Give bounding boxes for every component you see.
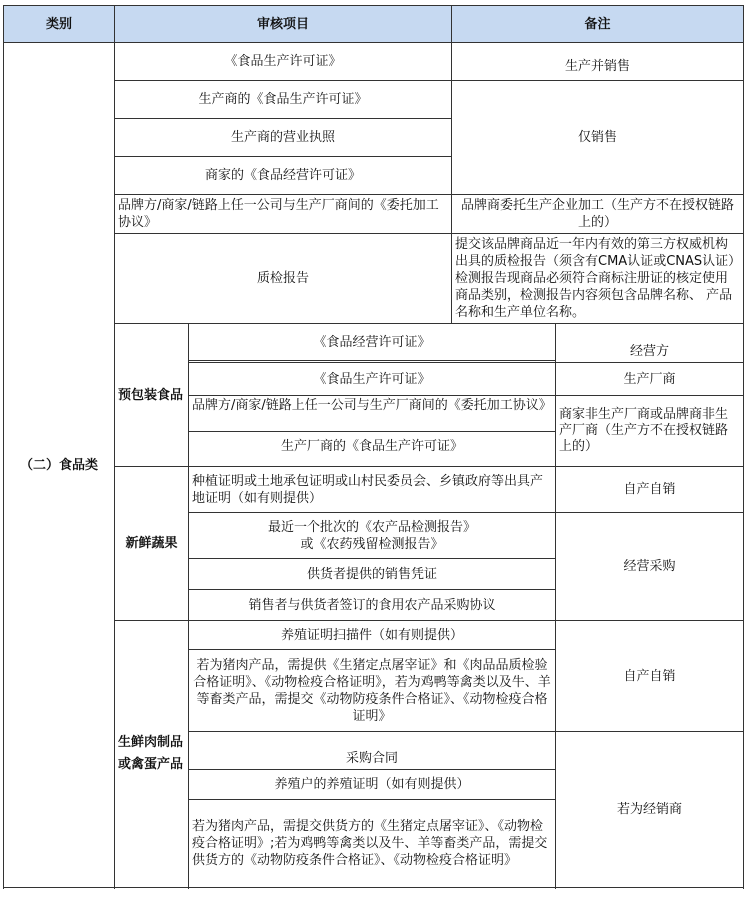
item-cell: 《食品经营许可证》 [189,324,556,361]
item-cell: 品牌方/商家/链路上任一公司与生产厂商间的《委托加工协议》 [189,396,555,432]
note-cell: 若为经销商 [556,732,744,888]
note-cell: 生产厂商 [556,363,744,396]
note-cell: 生产并销售 [452,43,744,81]
table-row [4,195,744,234]
subcategory-prepackaged: 预包装食品 [115,324,189,467]
item-cell: 生产厂商的《食品生产许可证》 [281,439,464,454]
item-cell: 生产商的营业执照 [115,119,452,157]
note-cell: 自产自销 [556,621,744,732]
item-cell: 最近一个批次的《农产品检测报告》 或《农药残留检测报告》 [189,513,556,559]
table-row [4,43,744,81]
item-cell: 养殖证明扫描件（如有则提供） [189,621,556,650]
table-row [4,234,744,324]
header-row [4,6,744,43]
item-cell: 种植证明或土地承包证明或山村民委员会、乡镇政府等出具产地证明（如有则提供） [189,467,556,513]
subcategory-fresh-veg: 新鲜蔬果 [115,467,189,621]
audit-table [3,5,744,888]
item-cell: 若为猪肉产品，需提供《生猪定点屠宰证》和《肉品品质检验合格证明》、《动物检疫合格证明》，若为鸡鸭等禽类以及牛、羊等畜类产品，需提交《动物防疫条件合格证》、《动物检疫合格证明》 [189,650,556,732]
subcategory-fresh-meat: 生鲜肉制品或禽蛋产品 [115,621,189,888]
note-cell: 提交该品牌商品近一年内有效的第三方权威机构出具的质检报告（须含有CMA认证或CNAS认证）检测报告现商品必须符合商标注册证的核定使用商品类别，检测报告内容须包含品牌名称、 产品名称和生产单位名称。 [452,234,744,324]
note-cell: 品牌商委托生产企业加工（生产方不在授权链路上的） [452,195,744,234]
item-cell: 质检报告 [115,234,452,324]
main-category-cell: （二）食品类 [4,43,115,888]
header-notes: 备注 [452,6,744,43]
header-category: 类别 [4,6,115,43]
item-cell: 供货者提供的销售凭证 [189,559,556,590]
table-row [4,81,744,119]
note-cell: 经营方 [556,324,744,363]
item-cell: 商家的《食品经营许可证》 [115,157,452,195]
table-row [4,621,744,650]
table-row [4,324,744,361]
item-cell: 《食品生产许可证》 [189,363,556,396]
header-items: 审核项目 [115,6,452,43]
item-cell: 养殖户的养殖证明（如有则提供） [189,770,556,800]
item-cell: 品牌方/商家/链路上任一公司与生产厂商间的《委托加工协议》 [115,195,452,234]
note-cell: 仅销售 [452,81,744,195]
note-cell: 自产自销 [556,467,744,513]
note-cell: 商家非生产厂商或品牌商非生产厂商（生产方不在授权链路上的） [556,396,744,467]
prepackaged-sub [189,396,556,467]
item-cell: 采购合同 [189,732,556,770]
note-cell: 经营采购 [556,513,744,621]
table-row [4,467,744,513]
item-cell: 销售者与供货者签订的食用农产品采购协议 [189,590,556,621]
item-cell: 生产商的《食品生产许可证》 [115,81,452,119]
item-cell: 《食品生产许可证》 [115,43,452,81]
item-cell: 若为猪肉产品，需提交供货方的《生猪定点屠宰证》、《动物检疫合格证明》;若为鸡鸭等禽类以及牛、羊等畜类产品，需提交供货方的《动物防疫条件合格证》、《动物检疫合格证明》 [189,800,556,888]
